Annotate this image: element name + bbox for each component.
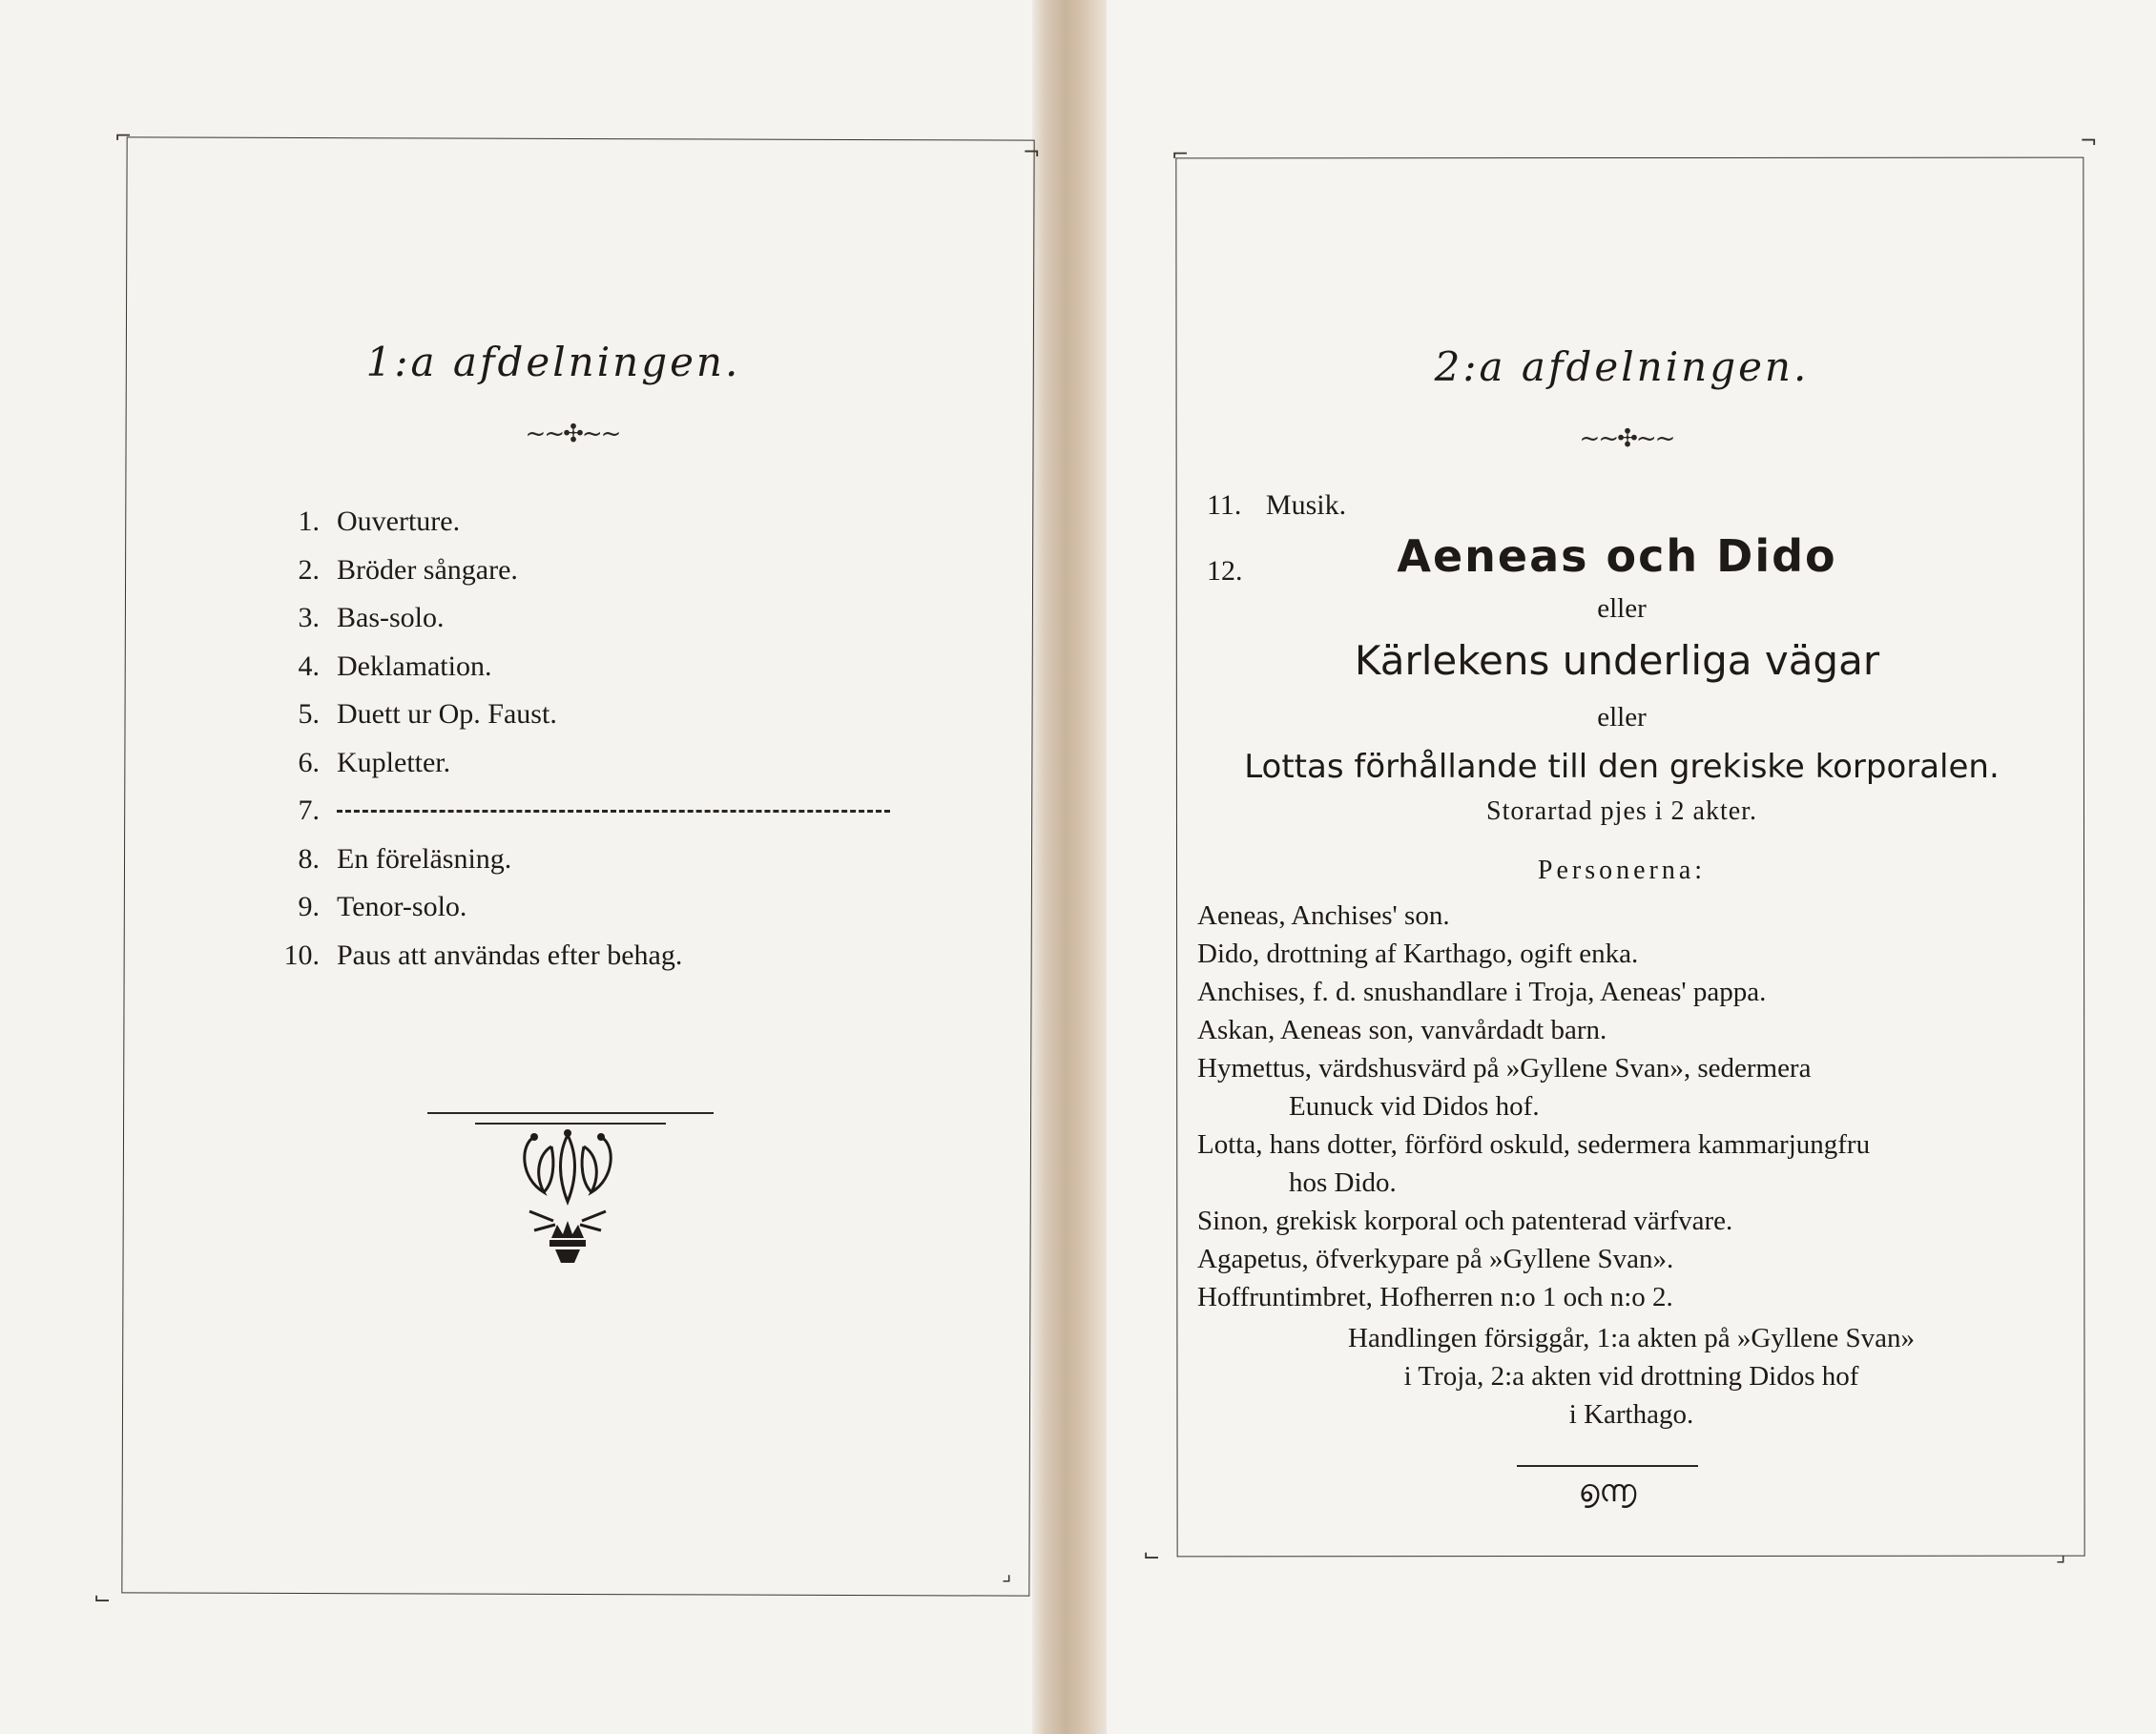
program-item: 6. Kupletter. xyxy=(298,746,451,778)
divider-rule xyxy=(427,1112,714,1114)
program-item: 7. xyxy=(243,787,890,836)
scroll-ornament-icon: ൭൬ xyxy=(1578,1473,1637,1509)
corner-ornament-icon: ⌐ xyxy=(114,125,133,149)
cast-entry: Hoffruntimbret, Hofherren n:o 1 och n:o 2. xyxy=(1197,1282,1673,1312)
corner-ornament-icon: ⌐ xyxy=(1171,143,1190,167)
corner-ornament-icon: ⌟ xyxy=(2056,1543,2066,1567)
setting-text: Handlingen försiggår, 1:a akten på »Gyllene Svan» i Troja, 2:a akten vid drottning Didos hof i Karthago. xyxy=(1348,1323,1915,1430)
program-item: 5. Duett ur Op. Faust. xyxy=(298,698,557,731)
center-fold xyxy=(1032,0,1107,1734)
flourish-ornament: ~~✣~~ xyxy=(1579,424,1674,453)
play-subtitle-1: Kärlekens underliga vägar xyxy=(1354,637,1880,684)
corner-ornament-icon: ¬ xyxy=(2080,130,2098,154)
divider-rule xyxy=(1517,1465,1698,1467)
program-item: 1. Ouverture. xyxy=(298,506,461,538)
divider-rule xyxy=(475,1123,666,1125)
play-description: Storartad pjes i 2 akter. xyxy=(1486,796,1757,826)
corner-ornament-icon: ⌙ xyxy=(1143,1543,1161,1567)
cast-entry: Hymettus, värdshusvärd på »Gyllene Svan», sedermera Eunuck vid Didos hof. xyxy=(1197,1053,1812,1122)
cast-entry: Askan, Aeneas son, vanvårdadt barn. xyxy=(1197,1015,1607,1045)
program-item: 4. Deklamation. xyxy=(298,650,492,682)
right-page-heading: 2:a afdelningen. xyxy=(1434,343,1810,390)
cast-entry: Lotta, hans dotter, förförd oskuld, sedermera kammarjungfru hos Dido. xyxy=(1197,1129,1871,1198)
or-text: eller xyxy=(1597,593,1647,624)
corner-ornament-icon: ¬ xyxy=(1023,141,1041,165)
cast-entry: Agapetus, öfverkypare på »Gyllene Svan». xyxy=(1197,1244,1674,1274)
cast-entry: Dido, drottning af Karthago, ogift enka. xyxy=(1197,939,1639,969)
or-text: eller xyxy=(1597,702,1647,733)
program-item: 2. Bröder sångare. xyxy=(298,553,518,586)
left-page-heading: 1:a afdelningen. xyxy=(365,339,741,385)
dashed-line xyxy=(337,810,890,813)
program-item-12-number: 12. xyxy=(1207,555,1243,587)
cast-entry: Sinon, grekisk korporal och patenterad värfvare. xyxy=(1197,1206,1733,1236)
cast-list xyxy=(1197,897,2037,1316)
program-item: 10. Paus att användas efter behag. xyxy=(283,939,683,971)
play-subtitle-2: Lottas förhållande till den grekiske korporalen. xyxy=(1244,748,2000,786)
cast-heading: Personerna: xyxy=(1537,856,1707,885)
play-title: Aeneas och Dido xyxy=(1397,530,1837,582)
corner-ornament-icon: ⌟ xyxy=(1002,1562,1012,1586)
program-item-11: 11. Musik. xyxy=(1207,489,1347,521)
flourish-ornament: ~~✣~~ xyxy=(525,420,620,448)
program-item: 9. Tenor-solo. xyxy=(298,891,467,923)
program-item: 8. En föreläsning. xyxy=(298,842,512,875)
program-item: 3. Bas-solo. xyxy=(298,602,445,634)
cast-entry: Anchises, f. d. snushandlare i Troja, Aeneas' pappa. xyxy=(1197,977,1767,1007)
crown-ornament-icon xyxy=(515,1125,620,1269)
cast-entry: Aeneas, Anchises' son. xyxy=(1197,900,1450,931)
program-list xyxy=(243,498,890,980)
corner-ornament-icon: ⌙ xyxy=(93,1586,112,1610)
